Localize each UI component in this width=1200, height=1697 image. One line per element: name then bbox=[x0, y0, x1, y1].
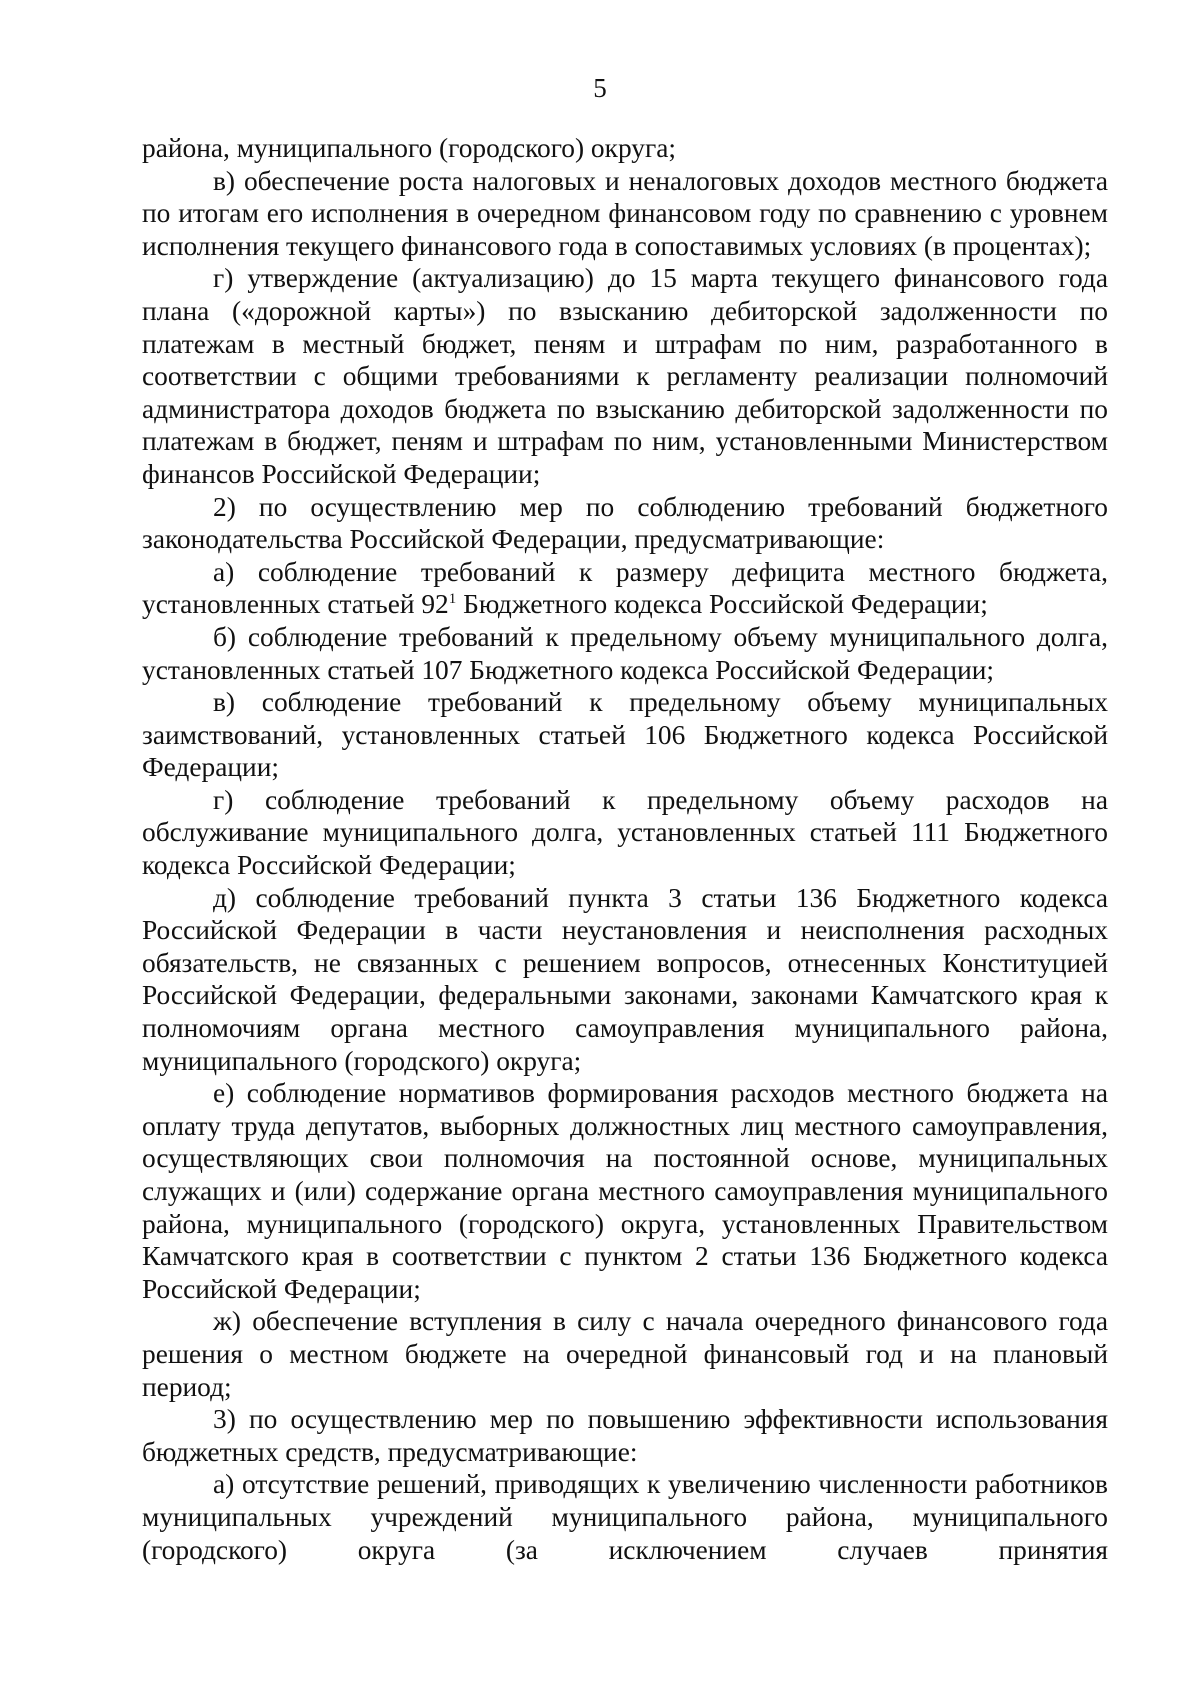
paragraph-continuation: района, муниципального (городского) округа; bbox=[142, 133, 676, 163]
paragraph-item-d-obligations: д) соблюдение требований пункта 3 статьи 136 Бюджетного кодекса Российской Федерации в части неустановления и неисполнения расходных обязательств, не связанных с решением вопросов, отнесенных Конституцией Российской Федерации, федеральными законами, законами Камчатского края к полномочиям органа местного самоуправления муниципального района, муниципального (городского) округа; bbox=[142, 882, 1108, 1076]
paragraph-item-zh-budget-entry: ж) обеспечение вступления в силу с начала очередного финансового года решения о местном бюджете на очередной финансовый год и на плановый период; bbox=[142, 1306, 1108, 1402]
paragraph-item-g-debt-service: г) соблюдение требований к предельному объему расходов на обслуживание муниципального долга, установленных статьей 111 Бюджетного кодекса Российской Федерации; bbox=[142, 784, 1108, 881]
paragraph-item-a-text: а) соблюдение требований к размеру дефицита местного бюджета, установленных статьей 92 bbox=[142, 556, 1108, 620]
page-number: 5 bbox=[593, 73, 607, 103]
document-body bbox=[142, 132, 1108, 1566]
paragraph-item-e-salary-norms: е) соблюдение нормативов формирования расходов местного бюджета на оплату труда депутатов, выборных должностных лиц местного самоуправления, осуществляющих свои полномочия на постоянной основе, муниципальных служащих и (или) содержание органа местного самоуправления муниципального района, муниципального (городского) округа, установленных Правительством Камчатского края в соответствии с пунктом 2 статьи 136 Бюджетного кодекса Российской Федерации; bbox=[142, 1078, 1108, 1304]
paragraph-item-g-roadmap: г) утверждение (актуализацию) до 15 марта текущего финансового года плана («дорожной карты») по взысканию дебиторской задолженности по платежам в местный бюджет, пеням и штрафам по ним, разработанного в соответствии с общими требованиями к регламенту реализации полномочий администратора доходов бюджета по взысканию дебиторской задолженности по платежам в бюджет, пеням и штрафам по ним, установленными Министерством финансов Российской Федерации; bbox=[142, 263, 1108, 489]
paragraph-item-a-deficit bbox=[142, 556, 1108, 621]
paragraph-section-2: 2) по осуществлению мер по соблюдению требований бюджетного законодательства Российской Федерации, предусматривающие: bbox=[142, 491, 1108, 555]
paragraph-item-v-revenue-growth: в) обеспечение роста налоговых и неналоговых доходов местного бюджета по итогам его исполнения в очередном финансовом году по сравнению с уровнем исполнения текущего финансового года в сопоставимых условиях (в процентах); bbox=[142, 165, 1108, 261]
paragraph-item-b-debt-limit: б) соблюдение требований к предельному объему муниципального долга, установленных статьей 107 Бюджетного кодекса Российской Федерации; bbox=[142, 621, 1108, 685]
superscript: 1 bbox=[448, 591, 457, 608]
paragraph-item-v-borrowing-limit: в) соблюдение требований к предельному объему муниципальных заимствований, установленных статьей 106 Бюджетного кодекса Российской Федерации; bbox=[142, 687, 1108, 783]
paragraph-section-3: 3) по осуществлению мер по повышению эффективности использования бюджетных средств, предусматривающие: bbox=[142, 1404, 1108, 1467]
paragraph-item-a-text-end: Бюджетного кодекса Российской Федерации; bbox=[456, 589, 988, 620]
paragraph-item-a-staff: а) отсутствие решений, приводящих к увеличению численности работников муниципальных учреждений муниципального района, муниципального (городского) округа (за исключением случаев принятия bbox=[142, 1469, 1108, 1565]
